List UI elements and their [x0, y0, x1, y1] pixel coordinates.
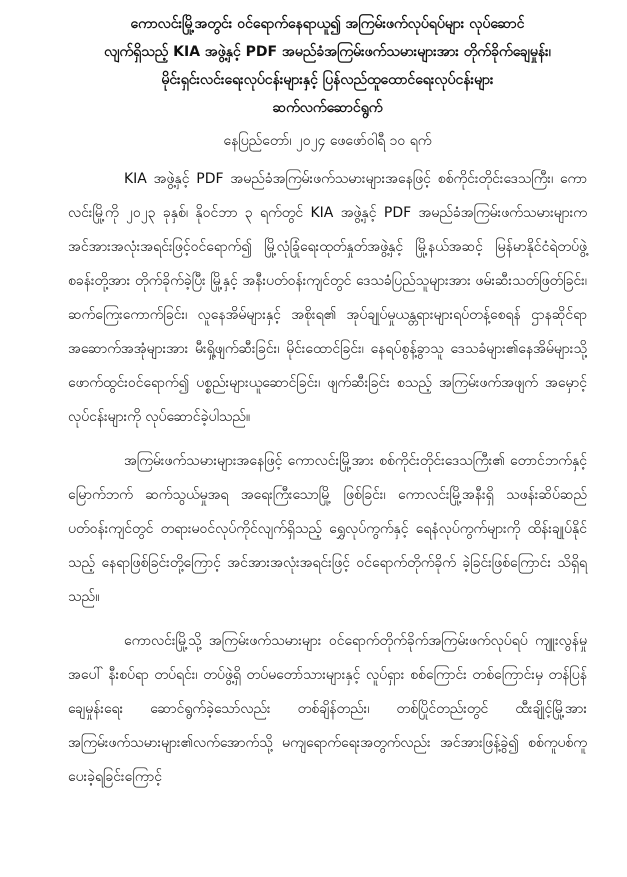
document-title	[68, 10, 587, 122]
body-paragraph: အကြမ်းဖက်သမားများအနေဖြင့် ကောလင်းမြို့အား စစ်ကိုင်းတိုင်းဒေသကြီး၏ တောင်ဘက်နှင့် မြောက်ဘက် ဆက်သွယ်မှုအရ အရေးကြီးသောမြို့ ဖြစ်ခြင်း၊ ကောလင်းမြို့အနီးရှိ သဖန်းဆိပ်ဆည်ပတ်ဝန်းကျင်တွင် တရားမဝင်လုပ်ကိုင်လျက်ရှိသည့် ရွှေလုပ်ကွက်နှင့် ရေနံလုပ်ကွက်များကို ထိန်းချုပ်နိုင်သည့် နေရာဖြစ်ခြင်းတို့ကြောင့် အင်အားအလုံးအရင်းဖြင့် ဝင်ရောက်တိုက်ခိုက် ခဲ့ခြင်းဖြစ်ကြောင်း သိရှိရသည်။	[68, 453, 587, 605]
title-line: မိုင်းရှင်းလင်းရေးလုပ်ငန်းများနှင့် ပြန်လည်ထူထောင်ရေးလုပ်ငန်းများ	[161, 72, 494, 88]
title-line: ကောလင်းမြို့အတွင်း ဝင်ရောက်နေရာယူ၍ အကြမ်းဖက်လုပ်ရပ်များ လုပ်ဆောင်	[130, 16, 525, 32]
title-line: လျက်ရှိသည့် KIA အဖွဲ့နှင့် PDF အမည်ခံအကြမ်းဖက်သမားများအား တိုက်ခိုက်ချေမှုန်း၊	[104, 44, 551, 60]
body-paragraph: KIA အဖွဲ့နှင့် PDF အမည်ခံအကြမ်းဖက်သမားများအနေဖြင့် စစ်ကိုင်းတိုင်းဒေသကြီး၊ ကောလင်းမြို့ကို ၂၀၂၃ ခုနှစ်၊ နိုဝင်ဘာ ၃ ရက်တွင် KIA အဖွဲ့နှင့် PDF အမည်ခံအကြမ်းဖက်သမားများက အင်အားအလုံးအရင်းဖြင့်ဝင်ရောက်၍ မြို့လုံခြုံရေးထုတ်နှုတ်အဖွဲ့နှင့် မြို့နယ်အဆင့် မြန်မာနိုင်ငံရဲတပ်ဖွဲ့စခန်းတို့အား တိုက်ခိုက်ခဲ့ပြီး မြို့နှင့် အနီးပတ်ဝန်းကျင်တွင် ဒေသခံပြည်သူများအား ဖမ်းဆီးသတ်ဖြတ်ခြင်း၊ ဆက်ကြေးကောက်ခြင်း၊ လူနေအိမ်များနှင့် အစိုးရ၏ အုပ်ချုပ်မှုယန္တရားများရပ်တန့်စေရန် ဌာနဆိုင်ရာအဆောက်အအုံများအား မီးရှို့ဖျက်ဆီးခြင်း၊ မိုင်းထောင်ခြင်း၊ နေရပ်စွန့်ခွာသူ ဒေသခံများ၏နေအိမ်များသို့ ဖောက်ထွင်းဝင်ရောက်၍ ပစ္စည်းများယူဆောင်ခြင်း၊ ဖျက်ဆီးခြင်း စသည့် အကြမ်းဖက်အဖျက် အမှောင့်လုပ်ငန်းများကို လုပ်ဆောင်ခဲ့ပါသည်။	[68, 171, 587, 425]
dateline: နေပြည်တော်၊ ၂၀၂၄ ဖေဖော်ဝါရီ ၁၀ ရက်	[223, 133, 432, 149]
body-paragraph: ကောလင်းမြို့သို့ အကြမ်းဖက်သမားများ ဝင်ရောက်တိုက်ခိုက်အကြမ်းဖက်လုပ်ရပ် ကျူးလွန်မှုအပေါ် နီးစပ်ရာ တပ်ရင်း၊ တပ်ဖွဲ့ရှိ တပ်မတော်သားများနှင့် လူပ်ရှား စစ်ကြောင်း တစ်ကြောင်းမှ တန်ပြန်ချေမှုန်းရေး ဆောင်ရွက်ခဲ့သော်လည်း တစ်ချိန်တည်း၊ တစ်ပြိုင်တည်းတွင် ထီးချိုင့်မြို့အား အကြမ်းဖက်သမားများ၏လက်အောက်သို့ မကျရောက်ရေးအတွက်လည်း အင်အားဖြန့်ခွဲ၍ စစ်ကူပစ်ကူပေးခဲ့ရခြင်းကြောင့်	[68, 633, 587, 785]
title-line: ဆက်လက်ဆောင်ရွက်	[272, 100, 383, 116]
